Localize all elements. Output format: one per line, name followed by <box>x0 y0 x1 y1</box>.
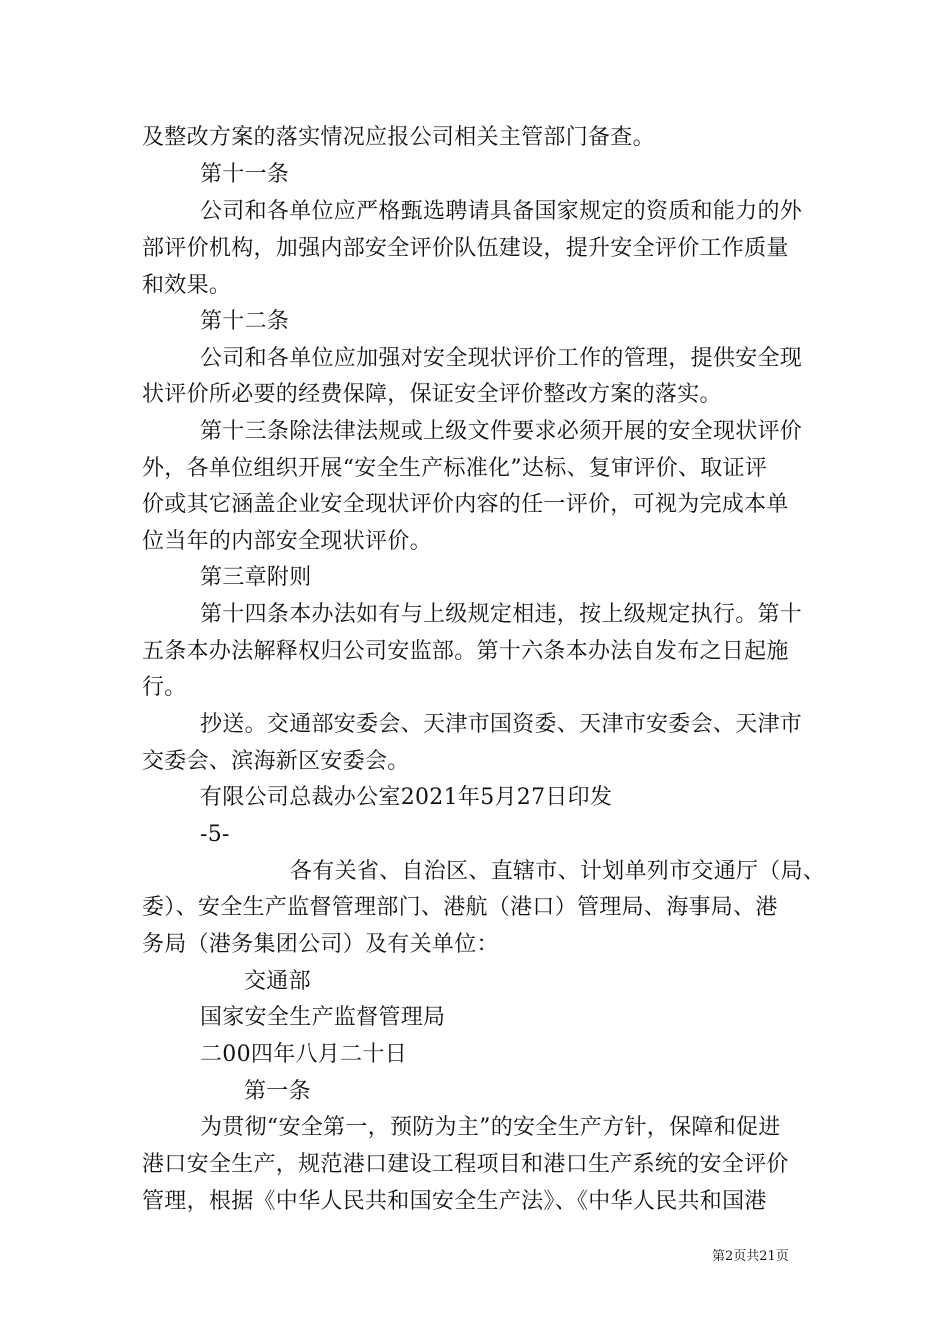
issuer-name: 国家安全生产监督管理局 <box>200 1005 446 1030</box>
body-text-line: 价或其它涵盖企业安全现状评价内容的任一评价，可视为完成本单 <box>142 492 789 517</box>
body-text-line: 外，各单位组织开展“安全生产标准化”达标、复审评价、取证评 <box>142 456 768 481</box>
date-line: 二00四年八月二十日 <box>200 1042 407 1067</box>
body-text-line: 五条本办法解释权归公司安监部。第十六条本办法自发布之日起施 <box>142 639 789 664</box>
body-text-line: 部评价机构，加强内部安全评价队伍建设，提升安全评价工作质量 <box>142 236 789 261</box>
body-text-line: 第十三条除法律法规或上级文件要求必须开展的安全现状评价 <box>200 419 803 444</box>
body-text-line: 第十四条本办法如有与上级规定相违，按上级规定执行。第十 <box>200 602 803 627</box>
body-text-line: 位当年的内部安全现状评价。 <box>142 529 432 554</box>
body-text-line: 委）、安全生产监督管理部门、港航（港口）管理局、海事局、港 <box>142 895 778 920</box>
body-text-line: 及整改方案的落实情况应报公司相关主管部门备查。 <box>142 125 655 150</box>
article-heading: 第一条 <box>244 1079 311 1104</box>
issuer-line: 有限公司总裁办公室2021年5月27日印发 <box>200 785 613 810</box>
article-heading: 第十二条 <box>200 309 290 334</box>
body-text-line: 状评价所必要的经费保障，保证安全评价整改方案的落实。 <box>142 382 722 407</box>
body-text-line: 务局（港务集团公司）及有关单位： <box>142 932 499 957</box>
article-heading: 第十一条 <box>200 162 290 187</box>
body-text-line: 港口安全生产，规范港口建设工程项目和港口生产系统的安全评价 <box>142 1152 789 1177</box>
body-text-line: 公司和各单位应加强对安全现状评价工作的管理，提供安全现 <box>200 346 803 371</box>
page-number-marker: -5- <box>200 822 230 847</box>
body-text-line: 行。 <box>142 675 187 700</box>
issuer-name: 交通部 <box>244 969 311 994</box>
body-text-line: 交委会、滨海新区安委会。 <box>142 749 410 774</box>
body-text-line: 为贯彻“安全第一，预防为主”的安全生产方针，保障和促进 <box>200 1115 781 1140</box>
chapter-heading: 第三章附则 <box>200 565 312 590</box>
body-text-line: 公司和各单位应严格甄选聘请具备国家规定的资质和能力的外 <box>200 199 803 224</box>
body-text-line: 管理，根据《中华人民共和国安全生产法》、《中华人民共和国港 <box>142 1189 767 1214</box>
body-text-line: 和效果。 <box>142 273 232 298</box>
page-footer: 第2页共21页 <box>712 1249 789 1264</box>
body-text-line: 抄送。交通部安委会、天津市国资委、天津市安委会、天津市 <box>200 712 803 737</box>
body-text-line: 各有关省、自治区、直辖市、计划单列市交通厅（局、 <box>290 859 826 884</box>
